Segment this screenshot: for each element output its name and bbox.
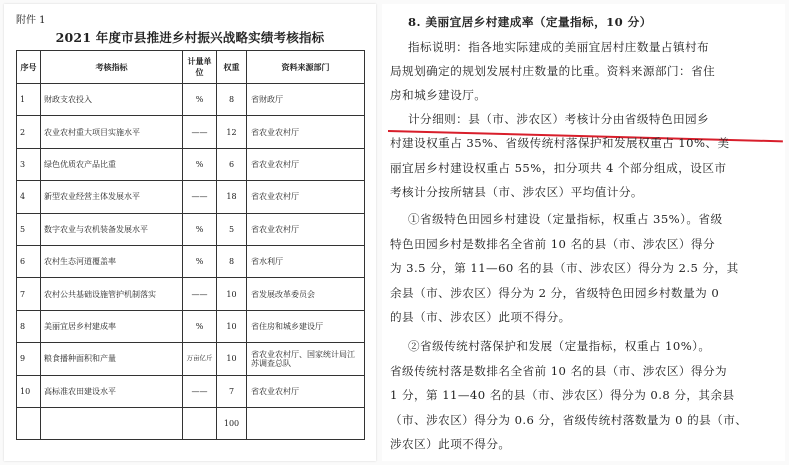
row-weight: 18 [217, 181, 247, 213]
row-weight: 12 [217, 116, 247, 148]
row-source: 省发展改革委员会 [247, 278, 365, 310]
scoring-rule-line: 村建设权重占 35%、省级传统村落保护和发展权重占 10%、美 [390, 136, 730, 150]
table-row [17, 245, 365, 277]
subitem-line: （市、涉农区）得分为 0.6 分，省级传统村落数量为 0 的县（市、 [390, 413, 748, 427]
subitem-line: 特色田园乡村是数排名全省前 10 名的县（市、涉农区）得分 [390, 237, 716, 251]
document-title: 2021 年度市县推进乡村振兴战略实绩考核指标 [55, 30, 325, 45]
indicator-table [16, 50, 365, 440]
header-index: 序号 [17, 51, 41, 84]
scoring-rule-line: 考核计分按所辖县（市、涉农区）平均值计分。 [390, 185, 643, 199]
subitem-line: 省级传统村落是数排名全省前 10 名的县（市、涉农区）得分为 [390, 364, 728, 378]
row-indicator: 农业农村重大项目实施水平 [41, 116, 183, 148]
row-weight: 6 [217, 148, 247, 180]
row-number: 5 [17, 213, 41, 245]
row-number [17, 407, 41, 439]
table-row [17, 375, 365, 407]
table-header-row [17, 51, 365, 84]
left-document-page [4, 4, 376, 461]
table-row [17, 148, 365, 180]
row-unit [183, 407, 217, 439]
row-indicator: 粮食播种面积和产量 [41, 343, 183, 375]
table-row [17, 213, 365, 245]
row-number: 2 [17, 116, 41, 148]
row-number: 10 [17, 375, 41, 407]
row-number: 8 [17, 310, 41, 342]
row-source: 省农业农村厅 [247, 181, 365, 213]
row-source: 省农业农村厅 [247, 213, 365, 245]
subitem-line: ①省级特色田园乡村建设（定量指标，权重占 35%）。省级 [408, 212, 723, 226]
row-weight: 8 [217, 245, 247, 277]
row-unit: —— [183, 278, 217, 310]
row-unit: 万亩亿斤 [183, 343, 217, 375]
row-number: 7 [17, 278, 41, 310]
attachment-label: 附件 1 [16, 15, 46, 26]
row-number: 1 [17, 84, 41, 116]
indicator-description-line: 房和城乡建设厅。 [390, 88, 487, 102]
row-indicator: 财政支农投入 [41, 84, 183, 116]
subitem-line: 的县（市、涉农区）此项不得分。 [390, 310, 571, 324]
row-unit: % [183, 245, 217, 277]
table-row [17, 278, 365, 310]
row-indicator: 绿色优质农产品比重 [41, 148, 183, 180]
row-unit: —— [183, 116, 217, 148]
row-indicator: 高标准农田建设水平 [41, 375, 183, 407]
section-heading: 8. 美丽宜居乡村建成率（定量指标，10 分） [408, 15, 652, 29]
scoring-rule-line: 丽宜居乡村建设权重占 55%，扣分项共 4 个部分组成，设区市 [390, 161, 727, 175]
row-number: 3 [17, 148, 41, 180]
row-source: 省财政厅 [247, 84, 365, 116]
header-weight: 权重 [217, 51, 247, 84]
row-number: 4 [17, 181, 41, 213]
table-row [17, 181, 365, 213]
row-source [247, 407, 365, 439]
row-source: 省住房和城乡建设厅 [247, 310, 365, 342]
row-unit: % [183, 84, 217, 116]
scoring-rule-line: 计分细则：县（市、涉农区）考核计分由省级特色田园乡 [408, 112, 710, 126]
right-document-page [382, 4, 785, 461]
row-source: 省水利厅 [247, 245, 365, 277]
row-unit: % [183, 213, 217, 245]
row-indicator: 数字农业与农机装备发展水平 [41, 213, 183, 245]
row-number: 6 [17, 245, 41, 277]
row-indicator [41, 407, 183, 439]
row-indicator: 新型农业经营主体发展水平 [41, 181, 183, 213]
subitem-line: 1 分，第 11—40 名的县（市、涉农区）得分为 0.8 分，其余县 [390, 388, 735, 402]
subitem-line: ②省级传统村落保护和发展（定量指标，权重占 10%）。 [408, 339, 711, 353]
row-unit: —— [183, 181, 217, 213]
row-source: 省农业农村厅、国家统计局江苏调查总队 [247, 343, 365, 375]
indicator-description-line: 指标说明：指各地实际建成的美丽宜居村庄数量占镇村布 [408, 40, 710, 54]
row-indicator: 农村生态河道覆盖率 [41, 245, 183, 277]
row-source: 省农业农村厅 [247, 375, 365, 407]
row-unit: % [183, 310, 217, 342]
row-number: 9 [17, 343, 41, 375]
table-row [17, 343, 365, 375]
row-weight: 5 [217, 213, 247, 245]
row-unit: % [183, 148, 217, 180]
row-weight: 7 [217, 375, 247, 407]
row-unit: —— [183, 375, 217, 407]
table-row [17, 84, 365, 116]
header-unit: 计量单位 [183, 51, 217, 84]
row-weight-total: 100 [217, 407, 247, 439]
row-weight: 8 [217, 84, 247, 116]
row-source: 省农业农村厅 [247, 116, 365, 148]
row-indicator: 农村公共基础设施管护机制落实 [41, 278, 183, 310]
row-weight: 10 [217, 310, 247, 342]
indicator-description-line: 局规划确定的规划发展村庄数量的比重。资料来源部门：省住 [390, 64, 716, 78]
table-row [17, 310, 365, 342]
header-source: 资料来源部门 [247, 51, 365, 84]
row-indicator: 美丽宜居乡村建成率 [41, 310, 183, 342]
row-weight: 10 [217, 343, 247, 375]
header-indicator: 考核指标 [41, 51, 183, 84]
row-weight: 10 [217, 278, 247, 310]
subitem-line: 涉农区）此项不得分。 [390, 437, 511, 451]
table-row [17, 116, 365, 148]
row-source: 省农业农村厅 [247, 148, 365, 180]
subitem-line: 余县（市、涉农区）得分为 2 分，省级特色田园乡村数量为 0 [390, 286, 720, 300]
subitem-line: 为 3.5 分，第 11—60 名的县（市、涉农区）得分为 2.5 分，其 [390, 261, 739, 275]
table-total-row [17, 407, 365, 439]
